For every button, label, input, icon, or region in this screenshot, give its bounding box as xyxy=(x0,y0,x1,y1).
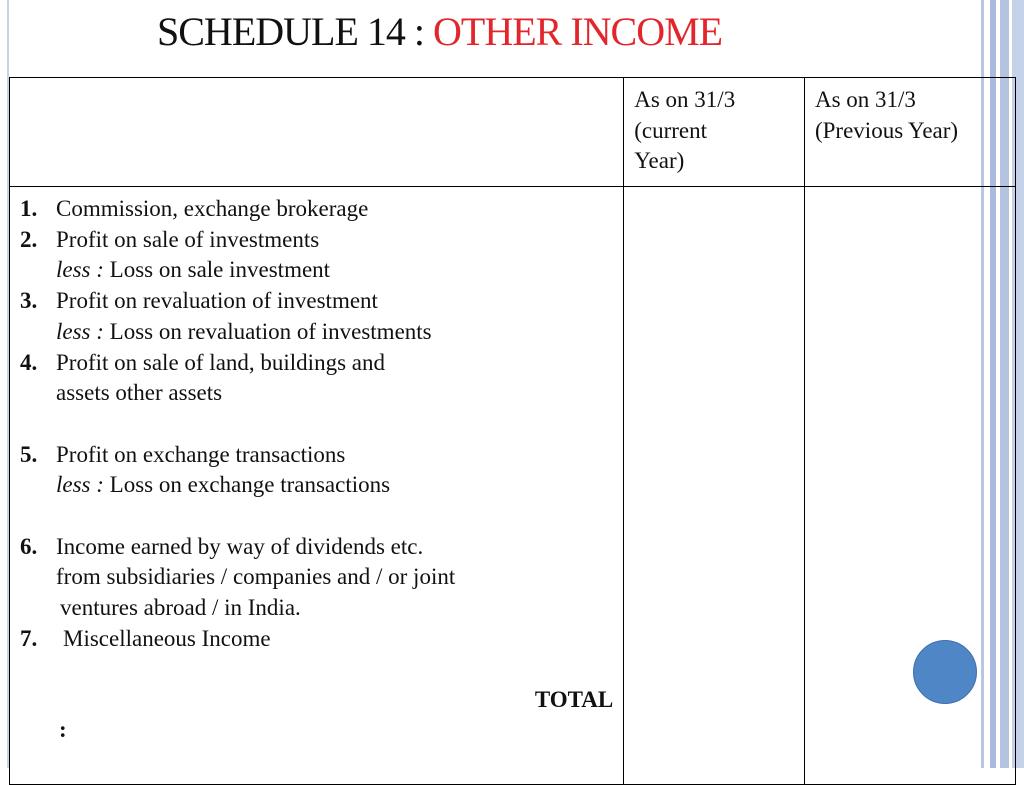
title-schedule: SCHEDULE 14 : xyxy=(157,9,424,54)
list-item-continued: assets other assets xyxy=(56,380,223,406)
list-item: 1. Commission, exchange brokerage xyxy=(20,196,369,221)
header-previous-line2: (Previous Year) xyxy=(814,117,959,143)
header-current-line3: Year) xyxy=(634,148,685,174)
header-current-line1: As on 31/3 xyxy=(634,87,736,112)
schedule-table xyxy=(9,77,1016,785)
table-header-row xyxy=(10,78,1016,187)
total-colon: : xyxy=(59,717,67,743)
list-item: 6. Income earned by way of dividends etc. xyxy=(20,533,424,559)
table-body-row xyxy=(10,187,1016,785)
list-item-continued: from subsidiaries / companies and / or joint xyxy=(56,564,456,590)
list-item-less: less : Loss on exchange transactions xyxy=(56,472,391,498)
header-current-line2: (current xyxy=(634,117,708,143)
header-blank-cell xyxy=(10,78,624,187)
list-item-less: less : Loss on revaluation of investments xyxy=(56,318,432,344)
header-current-year xyxy=(624,78,805,187)
list-item: 7. Miscellaneous Income xyxy=(20,625,271,651)
list-item-less: less : Loss on sale investment xyxy=(56,257,331,283)
current-year-values-cell xyxy=(624,187,805,785)
decorative-circle xyxy=(913,640,977,704)
page-title xyxy=(157,8,722,55)
header-previous-line1: As on 31/3 xyxy=(814,87,916,112)
list-item: 2. Profit on sale of investments xyxy=(20,226,320,252)
list-item: 5. Profit on exchange transactions xyxy=(20,441,346,467)
income-items-cell xyxy=(10,187,624,785)
list-item: 3. Profit on revaluation of investment xyxy=(20,288,378,314)
list-item-continued: ventures abroad / in India. xyxy=(60,595,301,621)
total-label: TOTAL xyxy=(534,686,614,712)
previous-year-values-cell xyxy=(804,187,1015,785)
header-previous-year xyxy=(804,78,1015,187)
list-item: 4. Profit on sale of land, buildings and xyxy=(20,349,385,375)
title-other-income: OTHER INCOME xyxy=(433,9,723,54)
